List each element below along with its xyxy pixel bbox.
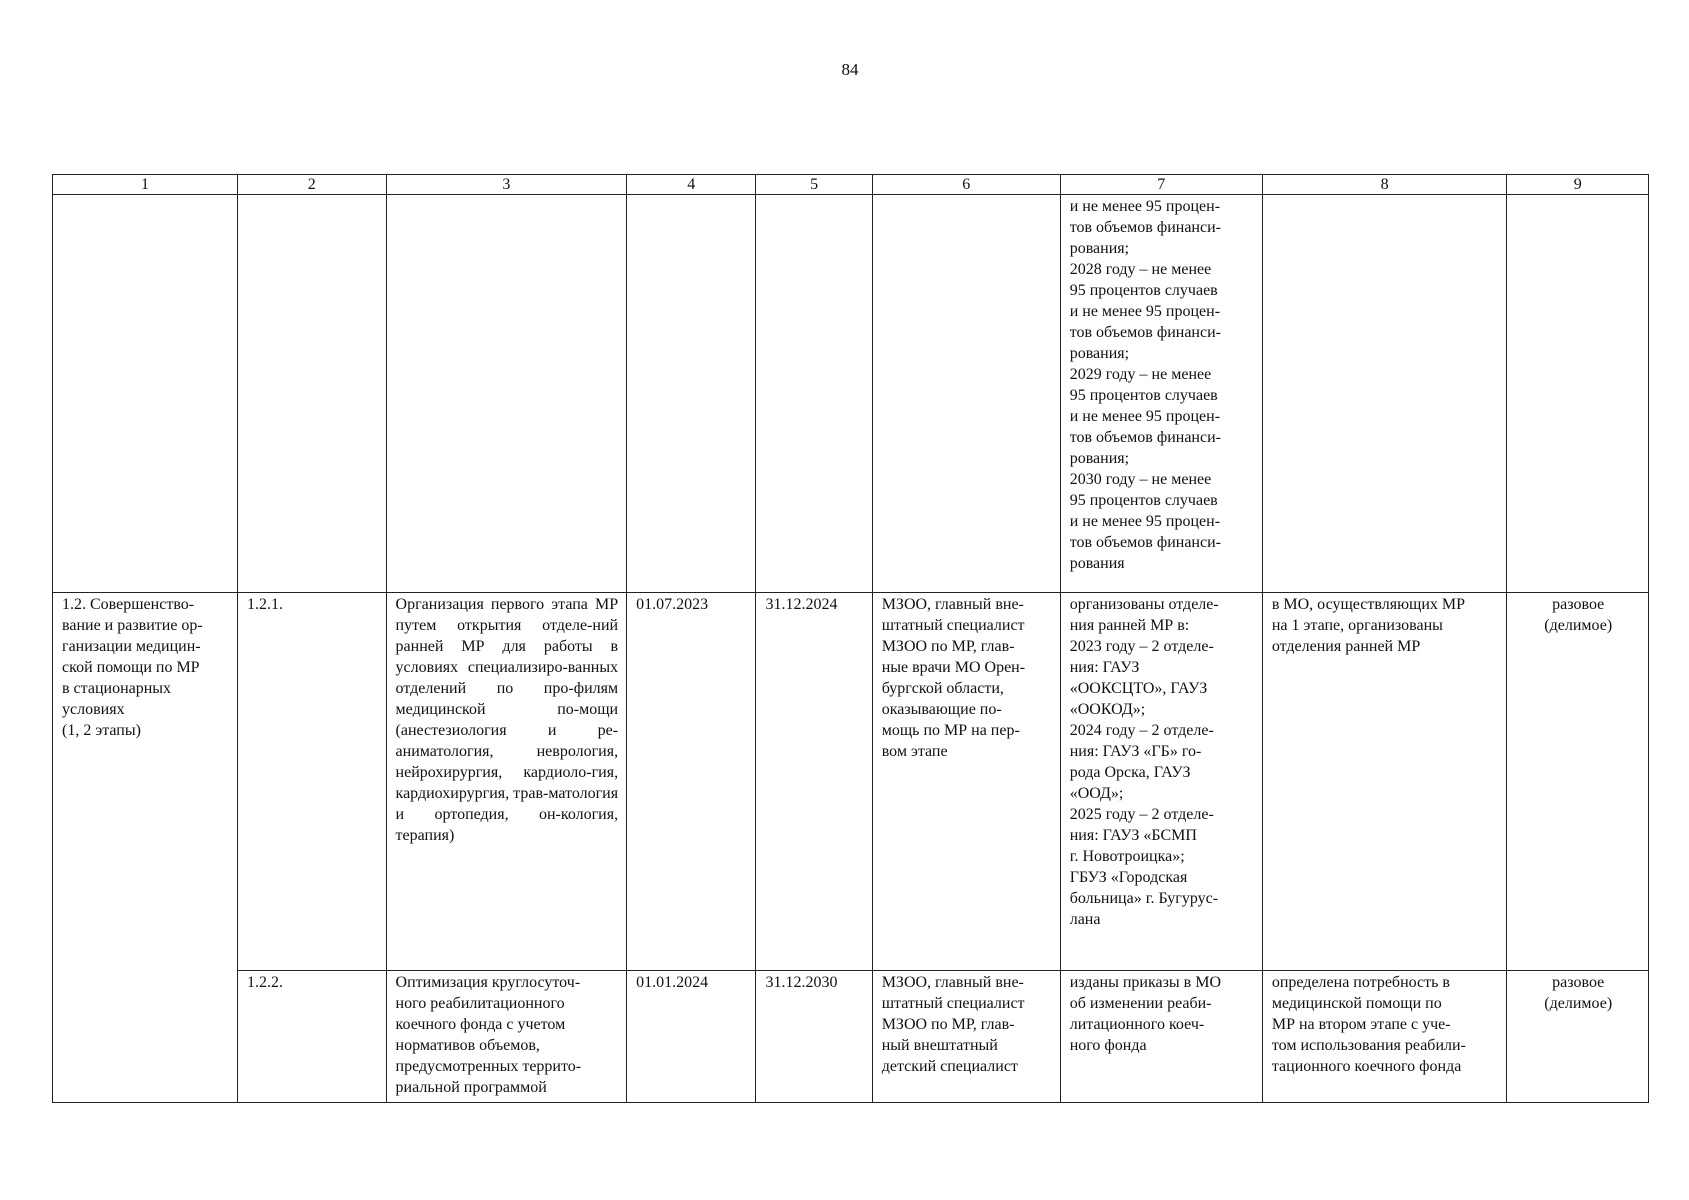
measure-description-cell: Оптимизация круглосуточ- ного реабилитационного коечного фонда с учетом нормативов объемов, предусмотренных террито- риальной программой [386, 971, 627, 1103]
column-header: 8 [1262, 175, 1507, 195]
column-header: 7 [1060, 175, 1262, 195]
result-cell: в МО, осуществляющих МР на 1 этапе, организованы отделения ранней МР [1262, 593, 1507, 971]
type-cell: разовое (делимое) [1507, 971, 1649, 1103]
table-cell [53, 195, 238, 593]
table-cell [237, 195, 386, 593]
table-cell [386, 195, 627, 593]
end-date-cell: 31.12.2024 [756, 593, 872, 971]
section-title-cell: 1.2. Совершенство- вание и развитие ор- ганизации медицин- ской помощи по МР в стационарных условиях (1, 2 этапы) [53, 593, 238, 1103]
responsible-cell: МЗОО, главный вне- штатный специалист МЗОО по МР, глав- ные врачи МО Орен- бургской области, оказывающие по- мощь по МР на пер- вом этапе [872, 593, 1060, 971]
column-header: 4 [627, 175, 756, 195]
table-cell [1262, 195, 1507, 593]
start-date-cell: 01.07.2023 [627, 593, 756, 971]
column-header: 2 [237, 175, 386, 195]
table-row [53, 195, 1649, 593]
column-header: 1 [53, 175, 238, 195]
table-row [53, 593, 1649, 971]
table-cell [1507, 195, 1649, 593]
indicator-cell: организованы отделе- ния ранней МР в: 2023 году – 2 отделе- ния: ГАУЗ «ООКСЦТО», ГАУЗ «ООКОД»; 2024 году – 2 отделе- ния: ГАУЗ «ГБ» го- рода Орска, ГАУЗ «ООД»; 2025 году – 2 отделе- ния: ГАУЗ «БСМП г. Новотроицка»; ГБУЗ «Городская больница» г. Бугурус- лана [1060, 593, 1262, 971]
indicator-cell: изданы приказы в МО об изменении реаби- литационного коеч- ного фонда [1060, 971, 1262, 1103]
measure-description-cell: Организация первого этапа МР путем открытия отделе-ний ранней МР для работы в условиях специализиро-ванных отделений по про-филям медицинской по-мощи (анестезиология и ре-аниматология, неврология, нейрохирургия, кардиоло-гия, кардиохирургия, трав-матология и ортопедия, он-кология, терапия) [386, 593, 627, 971]
column-header: 3 [386, 175, 627, 195]
table-cell [627, 195, 756, 593]
result-cell: определена потребность в медицинской помощи по МР на втором этапе с уче- том использования реабили- тационного коечного фонда [1262, 971, 1507, 1103]
table-row [53, 971, 1649, 1103]
page-number: 84 [841, 60, 859, 79]
start-date-cell: 01.01.2024 [627, 971, 756, 1103]
measures-table [52, 174, 1649, 1103]
column-header: 5 [756, 175, 872, 195]
table-cell: и не менее 95 процен- тов объемов финанси- рования; 2028 году – не менее 95 процентов случаев и не менее 95 процен- тов объемов финанси- рования; 2029 году – не менее 95 процентов случаев и не менее 95 процен- тов объемов финанси- рования; 2030 году – не менее 95 процентов случаев и не менее 95 процен- тов объемов финанси- рования [1060, 195, 1262, 593]
item-number-cell: 1.2.1. [237, 593, 386, 971]
responsible-cell: МЗОО, главный вне- штатный специалист МЗОО по МР, глав- ный внештатный детский специалист [872, 971, 1060, 1103]
column-header: 6 [872, 175, 1060, 195]
column-header: 9 [1507, 175, 1649, 195]
type-cell: разовое (делимое) [1507, 593, 1649, 971]
table-cell [872, 195, 1060, 593]
end-date-cell: 31.12.2030 [756, 971, 872, 1103]
item-number-cell: 1.2.2. [237, 971, 386, 1103]
table-cell [756, 195, 872, 593]
column-number-row [53, 175, 1649, 195]
